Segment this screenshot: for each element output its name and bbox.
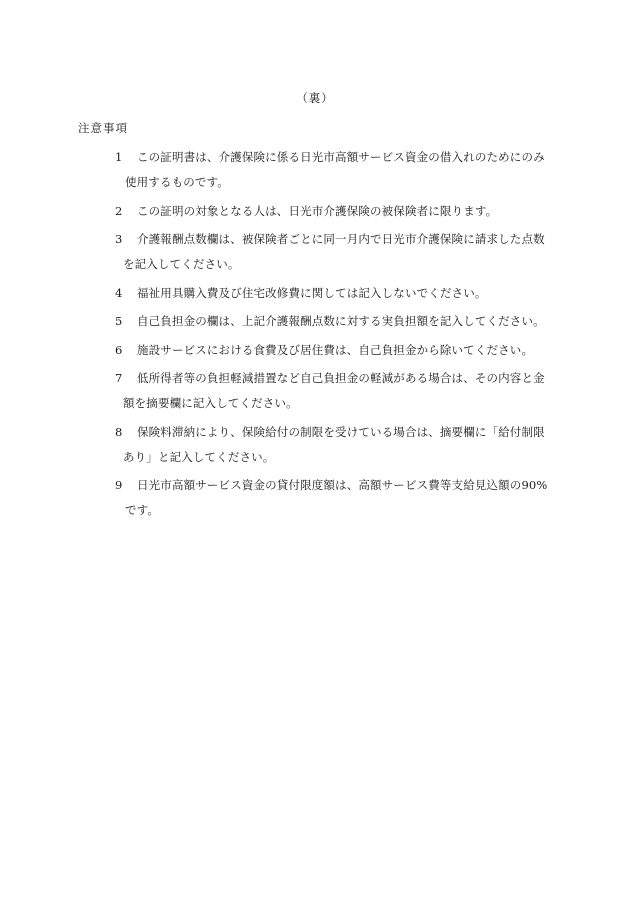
note-item	[115, 281, 555, 306]
note-item	[115, 145, 555, 195]
note-number: 4	[115, 285, 123, 300]
note-text: 使用するものです。	[125, 175, 229, 189]
note-item	[115, 420, 555, 470]
note-text: 福祉用具購入費及び住宅改修費に関しては記入しないでください。	[137, 285, 487, 300]
note-text: この証明の対象となる人は、日光市介護保険の被保険者に限ります。	[137, 203, 498, 218]
note-item	[115, 199, 555, 224]
note-text: 保険料滞納により、保険給付の制限を受けている場合は、摘要欄に「給付制限	[137, 424, 545, 439]
note-item	[115, 309, 555, 334]
note-number: 5	[115, 314, 123, 328]
note-number: 6	[115, 342, 123, 357]
note-text: 低所得者等の負担軽減措置など自己負担金の軽減がある場合は、その内容と金	[137, 371, 545, 385]
note-text: あり」と記入してください。	[123, 449, 275, 464]
note-item	[115, 338, 555, 363]
note-item	[115, 227, 555, 277]
notes-list	[115, 145, 555, 527]
note-text: です。	[125, 503, 160, 517]
note-number: 8	[115, 424, 123, 439]
note-number: 7	[115, 371, 123, 385]
section-title: 注意事項	[78, 121, 128, 135]
note-text: 自己負担金の欄は、上記介護報酬点数に対する実負担額を記入してください。	[137, 314, 545, 328]
note-number: 3	[115, 232, 123, 246]
note-number: 1	[115, 150, 123, 164]
note-text: 日光市高額サービス資金の貸付限度額は、高額サービス費等支給見込額の90%	[137, 478, 548, 492]
note-text: 介護報酬点数欄は、被保険者ごとに同一月内で日光市介護保険に請求した点数	[137, 232, 545, 246]
note-text: を記入してください。	[123, 257, 240, 271]
note-number: 2	[115, 203, 123, 218]
note-number: 9	[115, 478, 123, 492]
note-text: この証明書は、介護保険に係る日光市高額サービス資金の借入れのためにのみ	[137, 150, 545, 164]
note-text: 施設サービスにおける食費及び居住費は、自己負担金から除いてください。	[137, 342, 534, 357]
page-heading: （裏）	[296, 91, 334, 105]
note-item	[115, 473, 555, 523]
note-text: 額を摘要欄に記入してください。	[123, 396, 298, 410]
note-item	[115, 366, 555, 416]
